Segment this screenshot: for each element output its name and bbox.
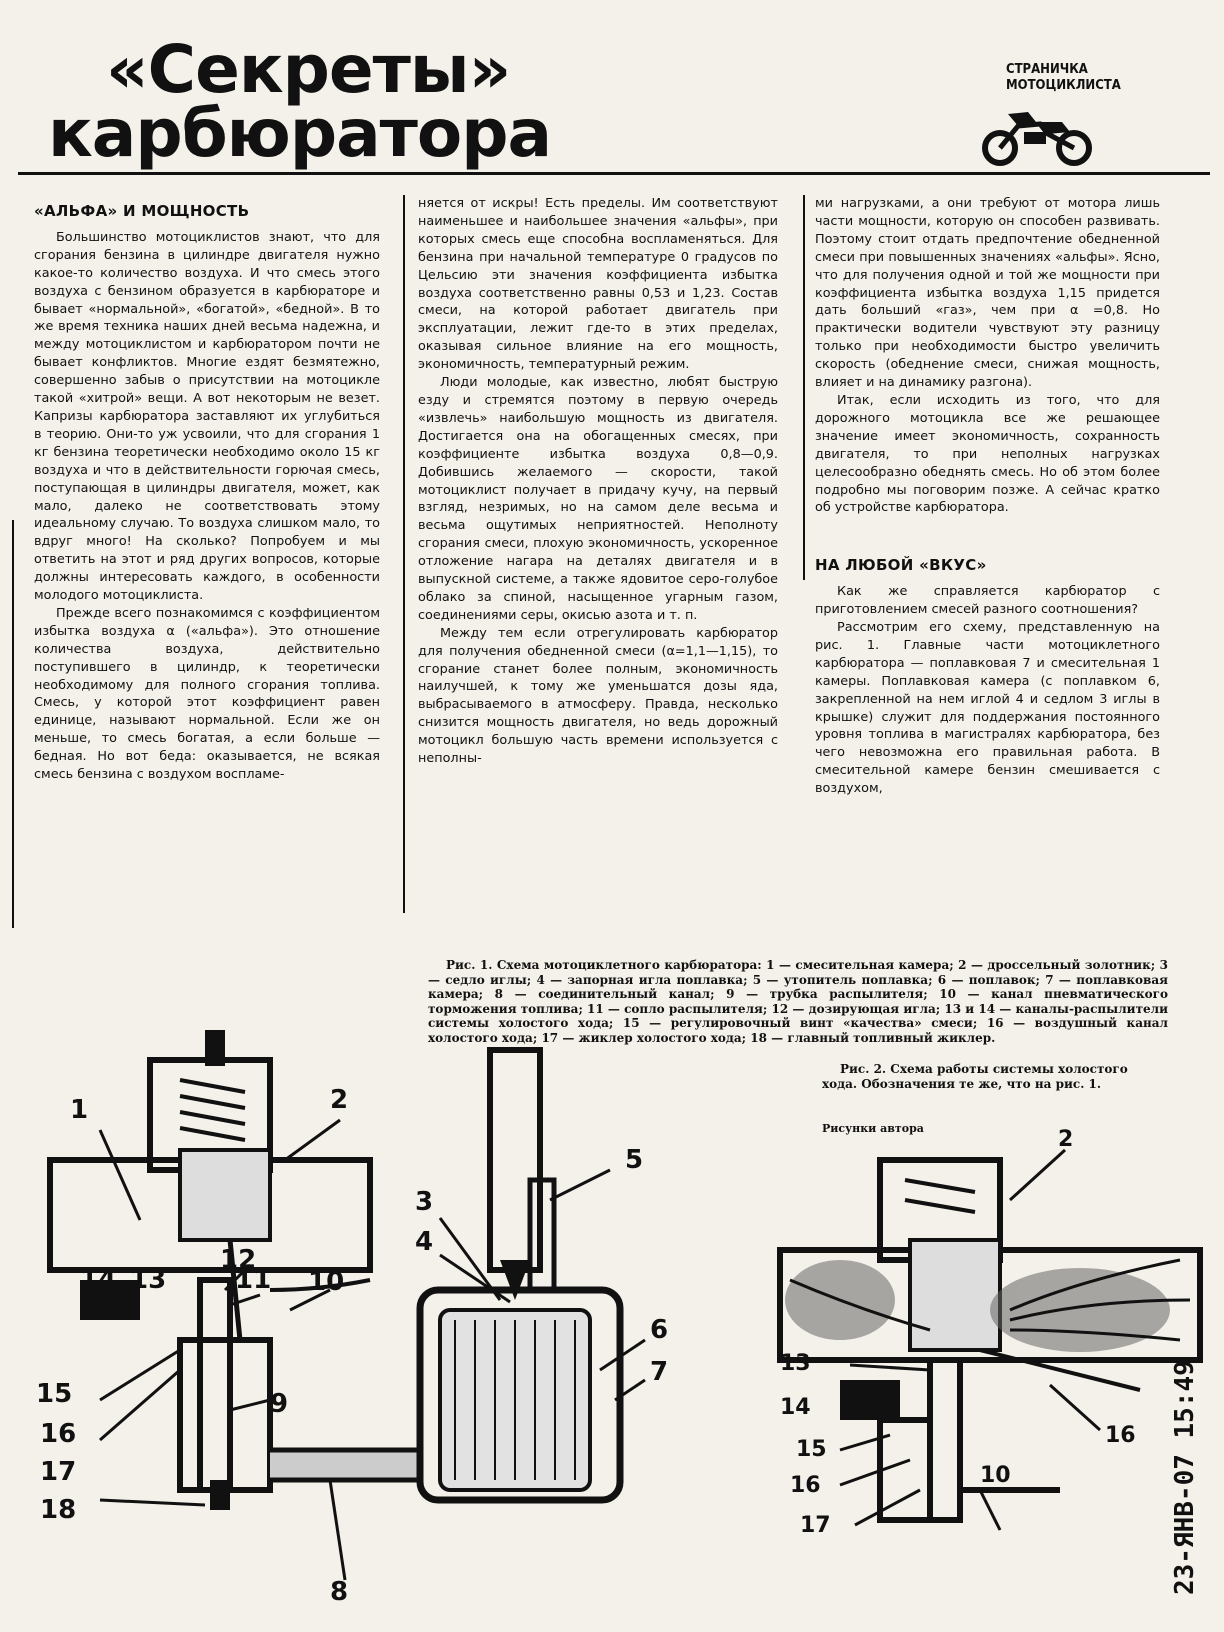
fig1-label: 1 (70, 1095, 89, 1125)
paragraph: Рассмотрим его схему, представленную на рис. 1. Главные части мотоциклетного карбюратора — поплавковая 7 и смесительная 1 камеры. Поплавковая камера (с поплавком 6, закрепленной на нем иглой 4 и седлом 3 иглы в крышке) служит для поддержания постоянного уровня топлива в магистралях карбюратора, без чего невозможна его правильная работа. В смесительной камере бензин смешивается с воздухом, (815, 620, 1160, 797)
fig1-label: 18 (40, 1495, 77, 1525)
column-divider (403, 195, 405, 913)
fig2-label: 10 (980, 1463, 1011, 1488)
caption-text: Рис. 1. Схема мотоциклетного карбюратора: 1 — смесительная камера; 2 — дроссельный золотник; 3 — седло иглы; 4 — запорная игла поплавка; 5 — утопитель поплавка; 6 — поплавок; 7 — поплавковая камера; 8 — соединительный канал; 9 — трубка распылителя; 10 — канал пневматического торможения топлива; 11 — сопло распылителя; 12 — дозирующая игла; 13 и 14 — каналы-распылители системы холостого хода; 15 — регулировочный винт «качества» смеси; 16 — воздушный канал холостого хода; 17 — жиклер холостого хода; 18 — главный топливный жиклер. (428, 958, 1168, 1045)
column-1 (34, 203, 380, 784)
margin-mark (12, 520, 14, 928)
section-heading-taste: НА ЛЮБОЙ «ВКУС» (815, 556, 987, 575)
title-line-2: карбюратора (48, 95, 551, 172)
paragraph: Люди молодые, как известно, любят быструю езду и стремятся поэтому в первую очередь «извлечь» наибольшую мощность из двигателя. Достигается она на обогащенных смесях, при коэффициенте избытка воздуха 0,8—0,9. Добившись желаемого — скорости, такой мотоциклист получает в придачу кучу, на первый взгляд, незримых, но на самом деле весьма и весьма ощутимых неприятностей. Неполноту сгорания смеси, плохую экономичность, ускоренное отложение нагара на деталях двигателя и в выпускной системе, а также ядовитое серо-голубое облако за спиной, насыщенное угарным газом, соединениями серы, окисью азота и т. п. (418, 375, 778, 623)
fig2-label: 14 (780, 1395, 811, 1420)
paragraph: Итак, если исходить из того, что для дорожного мотоцикла все же решающее значение имеет экономичность, сохранность двигателя, то при неполных нагрузках целесообразно обеднять смесь. Но об этом более подробно мы поговорим позже. А сейчас кратко об устройстве карбюратора. (815, 392, 1160, 516)
fig1-label: 3 (415, 1187, 434, 1217)
fig1-label: 4 (415, 1227, 434, 1257)
figure-1-caption (428, 958, 1168, 1046)
paragraph: Прежде всего познакомимся с коэффициентом избытка воздуха α («альфа»). Это отношение количества воздуха, действительно поступившего в цилиндр, к теоретически необходимому для полного сгорания топлива. Смесь, у которой этот коэффициент равен единице, называют нормальной. Если же он меньше, то смесь богатая, а если больше — бедная. Но вот беда: оказывается, не всякая смесь бензина с воздухом воспламе- (34, 605, 380, 783)
fig1-label: 11 (235, 1265, 272, 1295)
fig2-label: 16 (790, 1473, 821, 1498)
fig2-label: 15 (796, 1437, 827, 1462)
column-divider (803, 195, 805, 580)
fig1-label: 6 (650, 1315, 669, 1345)
rubric-line-1: СТРАНИЧКА (1006, 62, 1088, 77)
fig1-label: 14 (80, 1265, 117, 1295)
paragraph: Между тем если отрегулировать карбюратор для получения обедненной смеси (α=1,1—1,15), то сгорание станет более полным, экономичность наилучшей, к тому же уменьшатся дозы яда, выбрасываемого в атмосферу. Правда, несколько снизится мощность двигателя, но ведь дорожный мотоцикл большую часть времени используется с неполны- (418, 625, 778, 767)
fig1-label: 8 (330, 1577, 349, 1607)
date-stamp-text: 23-ЯНВ-07 15:49 (1170, 1360, 1200, 1595)
fig2-label: 13 (780, 1351, 811, 1376)
rubric-label (1006, 62, 1166, 94)
fig2-label: 2 (1058, 1127, 1074, 1152)
column-3 (815, 195, 1160, 798)
fig2-label: 17 (800, 1513, 831, 1538)
fig1-label: 16 (40, 1419, 77, 1449)
figure-1-carburetor-diagram (30, 1040, 730, 1610)
paragraph: Как же справляется карбюратор с приготовлением смесей разного соотношения? (815, 584, 1160, 618)
paragraph: няется от искры! Есть пределы. Им соответствуют наименьшее и наибольшее значения «альфы», при которых смесь еще способна воспламеняться. Для бензина при начальной температуре 0 градусов по Цельсию эти значения коэффициента избытка воздуха соответственно равны 0,53 и 1,23. Состав смеси, на которой работает двигатель при эксплуатации, лежит где-то в этих пределах, оказывая сильное влияние на его мощность, экономичность, температурный режим. (418, 196, 778, 373)
fig1-label: 12 (220, 1245, 257, 1275)
illustration-credit: Рисунки автора (822, 1122, 924, 1135)
paragraph: Большинство мотоциклистов знают, что для сгорания бензина в цилиндре двигателя нужно какое-то количество воздуха. И что смесь этого воздуха с бензином образуется в карбюраторе и бывает «нормальной», «богатой», «бедной». В то же время техника наших дней весьма надежна, и между мотоциклистом и карбюратором почти не бывает конфликтов. Многие ездят безмятежно, совершенно забыв о присутствии на мотоцикле такой «хитрой» вещи. А вот некоторым не везет. Капризы карбюратора заставляют их углубиться в теорию. Они-то уж усвоили, что для сгорания 1 кг бензина теоретически необходимо около 15 кг воздуха и что в действительности горючая смесь, поступающая в цилиндры двигателя, может, как мало, далеко не соответствовать этому идеальному случаю. То воздуха слишком мало, то вдруг много! На сколько? Попробуем и мы ответить на этот и ряд других вопросов, которые должны интересовать каждого, в особенности молодого мотоциклиста. (34, 229, 380, 604)
fig1-label: 10 (308, 1267, 345, 1297)
fig1-label: 7 (650, 1357, 669, 1387)
fig2-label: 16 (1105, 1423, 1136, 1448)
fig1-label: 13 (130, 1265, 167, 1295)
figure-2-caption: Рис. 2. Схема работы системы холостого хода. Обозначения те же, что на рис. 1. (822, 1062, 1128, 1091)
rubric-line-2: МОТОЦИКЛИСТА (1006, 78, 1121, 93)
date-stamp (1170, 1360, 1218, 1625)
header-rule (18, 172, 1210, 175)
fig1-label: 5 (625, 1145, 644, 1175)
title-line-1: «Секреты» (106, 31, 511, 108)
fig1-label: 9 (270, 1389, 289, 1419)
article-title (48, 31, 551, 172)
fig1-label: 17 (40, 1457, 77, 1487)
motorcycle-icon (978, 104, 1098, 168)
paragraph: ми нагрузками, а они требуют от мотора лишь части мощности, которую он способен развивать. Поэтому стоит отдать предпочтение обедненной смеси при повышенных значениях «альфы». Ясно, что для получения одной и той же мощности при коэффициента избытка воздуха 1,15 придется дать больший «газ», чем при α =0,8. Но практически водители чувствуют эту разницу только при необходимости быстро увеличить скорость (обеднение смеси, снижая мощность, влияет и на динамику разгона). (815, 196, 1160, 391)
column-2 (418, 195, 778, 768)
section-heading-alpha: «АЛЬФА» И МОЩНОСТЬ (34, 202, 250, 220)
fig1-label: 15 (36, 1379, 73, 1409)
fig1-label: 2 (330, 1085, 349, 1115)
